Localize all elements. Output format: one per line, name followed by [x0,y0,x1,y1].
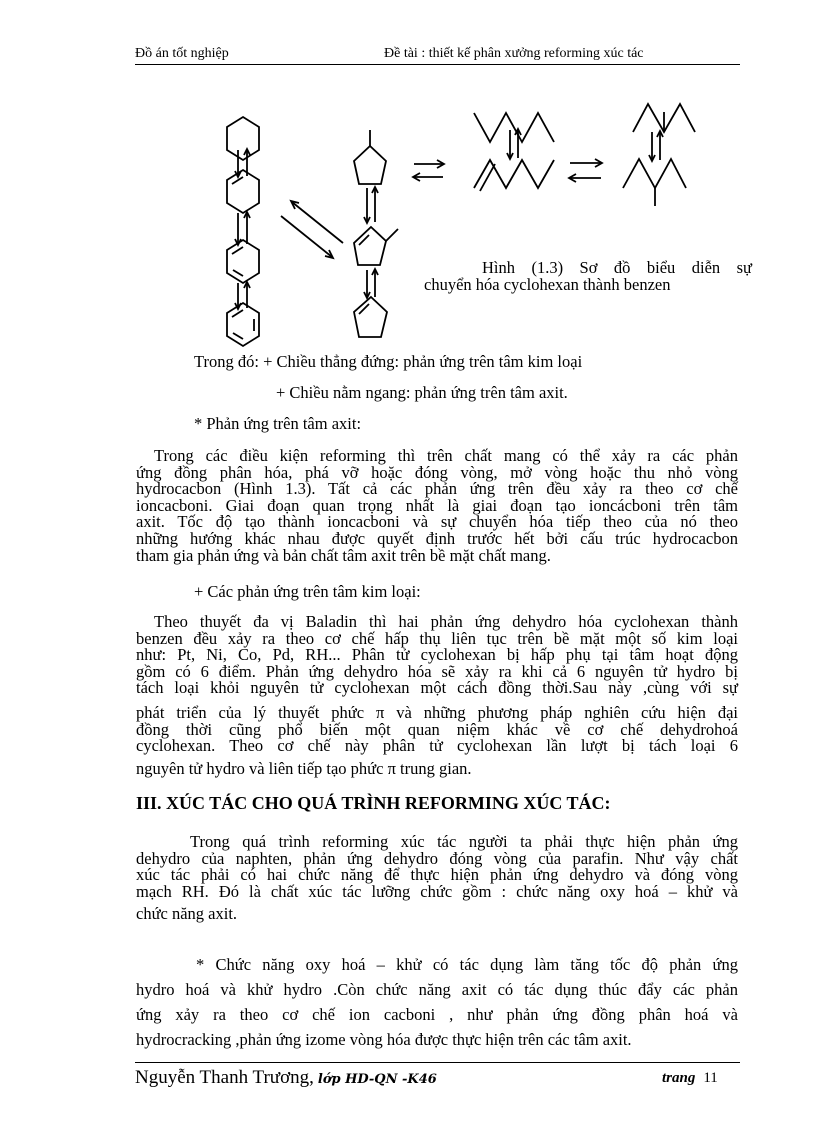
acid-line-5: axit. Tốc độ tạo thành ioncacboni và sự chuyển hóa tiếp theo của nó theo [136,512,738,532]
vertical-equilibrium-arrows-middle [364,187,378,298]
diagonal-equilibrium-arrows [281,201,343,258]
reaction-scheme-figure [0,0,816,360]
footer-author [135,1067,437,1089]
methylcyclopentadiene-structure [354,297,387,337]
section-heading: III. XÚC TÁC CHO QUÁ TRÌNH REFORMING XÚC TÁC: [136,793,611,813]
acid-line-6: những hướng khác nhau được quyết định trước hết bởi cấu trúc hydrocacbon [136,528,738,548]
header-left: Đồ án tốt nghiệp [135,46,229,61]
acid-line-7: tham gia phản ứng và bản chất tâm axit trên bề mặt chất mang. [136,545,551,565]
metal-line-7: đồng thời cũng phổ biến một quan niệm khác về cơ chế dehydrohoá [136,719,738,739]
function-line-4: hydrocracking ,phản ứng izome vòng hóa được thực hiện trên các tâm axit. [136,1030,632,1049]
footer-rule [135,1062,740,1063]
metal-line-9: nguyên tử hydro và liên tiếp tạo phức π trung gian. [136,758,472,778]
metal-line-1: Theo thuyết đa vị Baladin thì hai phản ứng dehydro hóa cyclohexan thành [154,612,738,631]
hexene-structure [474,160,554,191]
header-right: Đề tài : thiết kế phân xưởng reforming xúc tác [384,46,644,61]
metal-line-2: benzen đều xảy ra theo cơ chế hấp thụ liên tục trên bề mặt một số kim loại [136,628,738,648]
benzene-ring-structure [227,303,259,346]
horizontal-equilibrium-arrows-1 [413,160,444,181]
vertical-equilibrium-arrows-right-1 [507,129,521,159]
catalyst-line-2: dehydro của naphten, phản ứng dehydro đóng vòng của parafin. Như vậy chất [136,848,738,868]
n-hexane-structure [474,113,554,142]
figure-caption-line-1: Hình (1.3) Sơ đồ biểu diễn sự [482,258,752,277]
metal-line-4: gồm có 6 điểm. Phản ứng dehydro hóa sẽ xảy ra khi cả 6 nguyên tử hydro bị [136,661,738,681]
methylcyclopentene-structure [354,227,398,265]
figure-caption-line-2: chuyển hóa cyclohexan thành benzen [424,275,671,294]
isohexene-structure [623,159,686,206]
acid-line-2: ứng đồng phân hóa, phá vỡ hoặc đóng vòng, mở vòng hoặc thu nhỏ vòng [136,462,738,482]
footer-name: Nguyễn Thanh Trương, [135,1067,314,1088]
function-line-3: ứng xảy ra theo cơ chế ion cacboni , như phản ứng đồng phân hoá và [136,1005,738,1024]
legend-horizontal: + Chiều nằm ngang: phản ứng trên tâm axit. [276,383,568,402]
catalyst-line-3: xúc tác phải có hai chức năng để thực hiện phản ứng dehydro và đóng vòng [136,865,738,885]
catalyst-paragraph [136,834,738,923]
vertical-equilibrium-arrows-right-2 [649,131,663,161]
acid-heading: * Phản ứng trên tâm axit: [194,414,362,433]
metal-line-3: như: Pt, Ni, Co, Pd, RH... Phân tử cyclohexan bị hấp phụ tại tâm hoạt động [136,645,738,665]
methylcyclopentane-structure [354,130,386,184]
cyclohexadiene-ring-structure [227,240,259,283]
cyclohexane-ring-structure [227,117,259,160]
cyclohexene-ring-structure [227,170,259,213]
function-paragraph [136,952,738,1052]
metal-heading: + Các phản ứng trên tâm kim loại: [194,582,421,601]
acid-line-4: ioncacboni. Giai đoạn quan trọng nhất là giai đoạn tạo ioncácboni trên tâm [136,495,738,515]
legend-vertical: Trong đó: + Chiều thẳng đứng: phản ứng trên tâm kim loại [194,352,583,371]
footer-page [662,1069,718,1087]
acid-line-3: hydrocacbon (Hình 1.3). Tất cả các phản ứng trên đều xảy ra theo cơ chế [136,479,738,499]
catalyst-line-4: mạch RH. Đó là chất xúc tác lưỡng chức gồm : chức năng oxy hoá – khử và [136,881,738,901]
metal-line-6: phát triển của lý thuyết phức π và những phương pháp nghiên cứu hiện đại [136,702,738,722]
footer-page-label: trang [662,1070,696,1086]
function-line-2: hydro hoá và khử hydro .Còn chức năng axit có tác dụng thúc đẩy các phản [136,980,738,999]
acid-paragraph [136,448,738,564]
footer-class: lớp HD-QN -K46 [317,1072,437,1087]
metal-paragraph [136,614,738,777]
catalyst-line-1: Trong quá trình reforming xúc tác người ta phải thực hiện phản ứng [190,832,738,851]
isohexane-structure [633,104,695,132]
function-line-1: * Chức năng oxy hoá – khử có tác dụng làm tăng tốc độ phản ứng [196,955,738,974]
acid-line-1: Trong các điều kiện reforming thì trên chất mang có thể xảy ra các phản [154,446,738,465]
metal-line-5: tách loại khỏi nguyên tử cyclohexan một cách đồng thời.Sau này ,cùng với sự [136,678,738,698]
vertical-equilibrium-arrows-left [235,149,250,309]
metal-line-8: cyclohexan. Theo cơ chế này phân tử cyclohexan lần lượt bị tách loại 6 [136,736,738,756]
footer-page-number: 11 [703,1070,718,1086]
catalyst-line-5: chức năng axit. [136,904,238,924]
horizontal-equilibrium-arrows-2 [569,159,602,182]
